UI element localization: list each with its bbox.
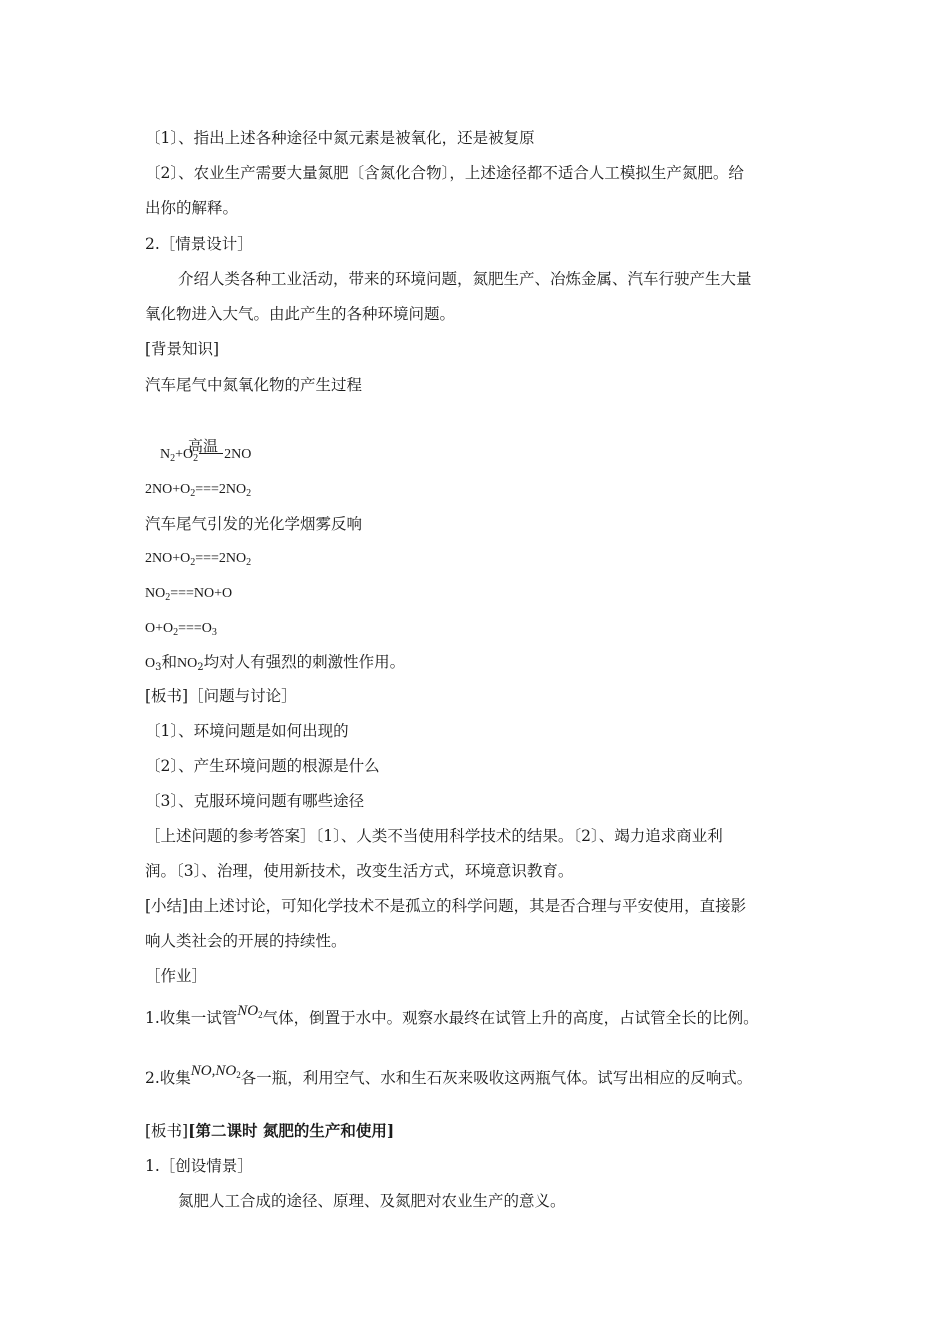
create-scenario-heading: 1.［创设情景］ [145, 1157, 253, 1175]
discussion-3: 〔3〕、克服环境问题有哪些途径 [145, 792, 365, 810]
board-discussion-heading: [板书]［问题与讨论］ [145, 687, 297, 705]
question-1: 〔1〕、指出上述各种途径中氮元素是被氧化，还是被复原 [145, 129, 535, 147]
equation-4: $NO_2===NO+O$ [145, 586, 233, 603]
photochemical-smog-heading: 汽车尾气引发的光化学烟雾反响 [145, 515, 363, 533]
question-2-line-2: 出你的解释。 [145, 199, 239, 217]
exhaust-heading: 汽车尾气中氮氧化物的产生过程 [145, 376, 363, 394]
irritation-note: $O_3$和$NO_2$均对人有强烈的刺激性作用。 [145, 653, 406, 673]
reference-answer-line-2: 润。〔3〕、治理，使用新技术，改变生活方式，环境意识教育。 [145, 862, 574, 880]
no-no2-formula: $NO,NO_2$ [190, 1063, 241, 1080]
create-scenario-body: 氮肥人工合成的途径、原理、及氮肥对农业生产的意义。 [178, 1192, 566, 1210]
section-scenario-design: 2.［情景设计］ [145, 235, 253, 253]
reference-answer-line-1: ［上述问题的参考答案］〔1〕、人类不当使用科学技术的结果。〔2〕、竭力追求商业利 [145, 827, 723, 845]
homework-2: 2.收集$NO,NO_2$各一瓶，利用空气、水和生石灰来吸收这两瓶气体。试写出相应的反响式。 [145, 1063, 753, 1087]
equation-5: $O+O_2===O_3$ [145, 621, 217, 638]
equation-3: $2NO+O_2===2NO_2$ [145, 551, 252, 568]
board-second-lesson: [板书][第二课时 氮肥的生产和使用] [145, 1121, 395, 1140]
summary-line-1: [小结]由上述讨论，可知化学技术不是孤立的科学问题，其是否合理与平安使用，直接影 [145, 897, 747, 915]
equation-1-condition: 高温 [188, 437, 219, 455]
second-lesson-title: [第二课时 氮肥的生产和使用] [188, 1121, 395, 1140]
equation-2: $2NO+O_2===2NO_2$ [145, 482, 252, 499]
discussion-1: 〔1〕、环境问题是如何出现的 [145, 722, 349, 740]
equation-1: $N_2+O_2$ 2NO [160, 447, 252, 464]
homework-1: 1.收集一试管$NO_2$气体，倒置于水中。观察水最终在试管上升的高度，占试管全长的比例。 [145, 1003, 759, 1027]
intro-line-2: 氧化物进入大气。由此产生的各种环境问题。 [145, 305, 456, 323]
question-2-line-1: 〔2〕、农业生产需要大量氮肥〔含氮化合物〕，上述途径都不适合人工模拟生产氮肥。给 [145, 164, 744, 182]
summary-line-2: 响人类社会的开展的持续性。 [145, 932, 347, 950]
background-knowledge-heading: [背景知识] [145, 340, 220, 358]
no2-formula: $NO_2$ [237, 1003, 263, 1020]
equation-1-arrow [199, 453, 223, 454]
discussion-2: 〔2〕、产生环境问题的根源是什么 [145, 757, 380, 775]
intro-line-1: 介绍人类各种工业活动，带来的环境问题，氮肥生产、冶炼金属、汽车行驶产生大量 [178, 270, 752, 288]
homework-heading: ［作业］ [145, 967, 208, 985]
